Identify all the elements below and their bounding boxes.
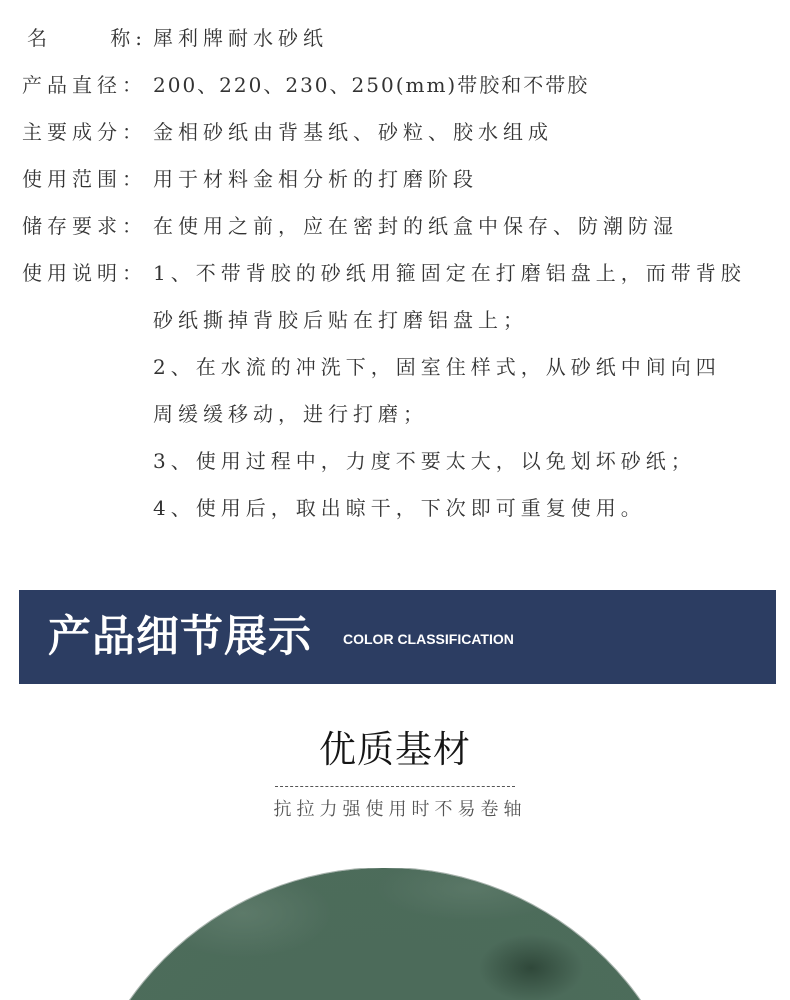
spec-row-name (0, 24, 790, 52)
spec-label-composition: 主要成分： (22, 120, 147, 144)
instruction-line: 砂纸撕掉背胶后贴在打磨铝盘上； (153, 308, 528, 332)
feature-caption: 抗拉力强使用时不易卷轴 (273, 799, 527, 820)
spec-label-scope: 使用范围： (22, 167, 147, 191)
spec-label-storage: 储存要求： (22, 214, 147, 238)
instruction-line: 1、不带背胶的砂纸用箍固定在打磨铝盘上，而带背胶 (153, 261, 746, 285)
spec-row-instructions-cont (0, 400, 790, 428)
spec-row-instructions (0, 259, 790, 287)
section-banner (19, 590, 776, 684)
spec-label-name-part-b: 称: (110, 26, 147, 50)
instruction-line: 4、使用后，取出晾干，下次即可重复使用。 (153, 496, 646, 520)
instruction-line: 3、使用过程中，力度不要太大，以免划坏砂纸； (153, 449, 696, 473)
dashed-divider (275, 786, 515, 787)
spec-row-composition (0, 118, 790, 146)
spec-row-storage (0, 212, 790, 240)
spec-value-scope: 用于材料金相分析的打磨阶段 (153, 167, 478, 191)
sandpaper-disc-image (73, 868, 697, 1000)
spec-label-name (27, 24, 147, 52)
banner-subtitle: COLOR CLASSIFICATION (343, 631, 514, 647)
spec-label-name-part-a: 名 (27, 26, 52, 50)
spec-row-instructions-cont (0, 447, 790, 475)
spec-value-storage: 在使用之前，应在密封的纸盒中保存、防潮防湿 (153, 214, 678, 238)
spec-value-name: 犀利牌耐水砂纸 (153, 26, 328, 50)
spec-label-instructions: 使用说明： (22, 261, 147, 285)
banner-title: 产品细节展示 (48, 612, 312, 662)
spec-row-instructions-cont (0, 494, 790, 522)
spec-value-diameter: 200、220、230、250(mm)带胶和不带胶 (153, 73, 590, 97)
feature-title: 优质基材 (319, 728, 471, 771)
spec-row-scope (0, 165, 790, 193)
spec-row-instructions-cont (0, 353, 790, 381)
spec-label-diameter: 产品直径： (22, 73, 147, 97)
instruction-line: 2、在水流的冲洗下，固室住样式，从砂纸中间向四 (153, 355, 721, 379)
spec-row-diameter (0, 71, 790, 99)
instruction-line: 周缓缓移动，进行打磨； (153, 402, 428, 426)
product-image-frame (0, 868, 790, 1000)
spec-row-instructions-cont (0, 306, 790, 334)
spec-value-composition: 金相砂纸由背基纸、砂粒、胶水组成 (153, 120, 553, 144)
